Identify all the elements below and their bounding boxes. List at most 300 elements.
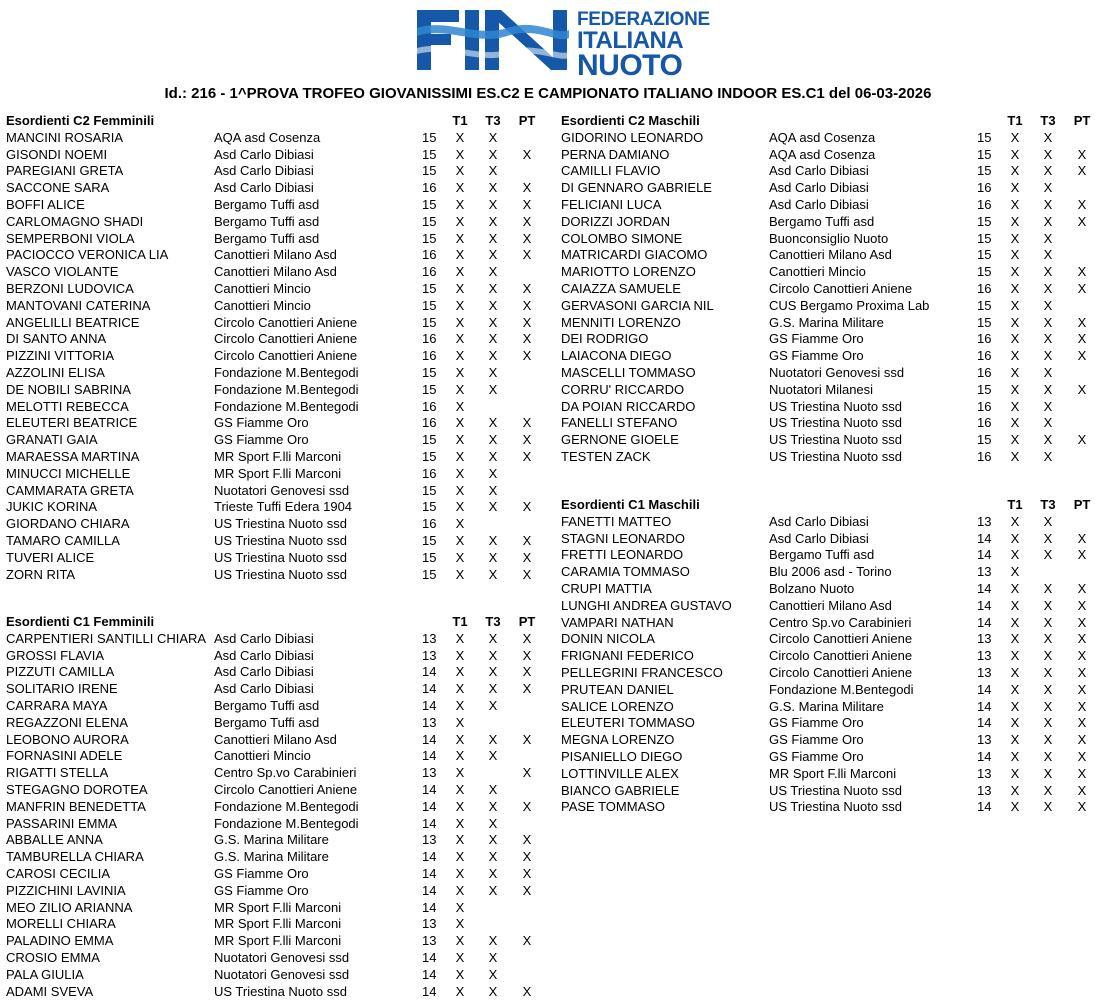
mark-pt: X <box>1077 547 1087 563</box>
club-name: AQA asd Cosenza <box>769 146 876 162</box>
mark-t3: X <box>488 865 498 881</box>
club-name: US Triestina Nuoto ssd <box>214 983 347 999</box>
mark-t1: X <box>1010 631 1020 647</box>
athlete-age: 14 <box>977 614 992 630</box>
athlete-name: MARAESSA MARTINA <box>6 448 140 464</box>
mark-t1: X <box>1010 146 1020 162</box>
athlete-name: CARRARA MAYA <box>6 697 108 713</box>
mark-t3: X <box>1043 782 1053 798</box>
mark-t3: X <box>1043 530 1053 546</box>
athlete-name: CARAMIA TOMMASO <box>561 564 690 580</box>
athlete-name: PIZZUTI CAMILLA <box>6 664 115 680</box>
mark-pt: X <box>522 331 532 347</box>
mark-t1: X <box>455 314 465 330</box>
club-name: GS Fiamme Oro <box>214 415 309 431</box>
mark-t3: X <box>488 731 498 747</box>
mark-t1: X <box>455 180 465 196</box>
athlete-age: 14 <box>977 530 992 546</box>
club-name: Canottieri Milano Asd <box>214 731 337 747</box>
mark-t3: X <box>488 129 498 145</box>
mark-t1: X <box>1010 580 1020 596</box>
mark-pt: X <box>522 180 532 196</box>
club-name: Asd Carlo Dibiasi <box>769 530 869 546</box>
club-name: Fondazione M.Bentegodi <box>214 815 359 831</box>
athlete-name: GERVASONI GARCIA NIL <box>561 297 714 313</box>
club-name: Canottieri Milano Asd <box>214 247 337 263</box>
mark-t3: X <box>1043 765 1053 781</box>
mark-t3: X <box>488 482 498 498</box>
mark-pt: X <box>522 798 532 814</box>
club-name: Circolo Canottieri Aniene <box>214 331 358 347</box>
athlete-age: 14 <box>977 597 992 613</box>
mark-t3: X <box>1043 129 1053 145</box>
mark-t1: X <box>1010 564 1020 580</box>
athlete-name: CARLOMAGNO SHADI <box>6 213 144 229</box>
athlete-age: 15 <box>977 213 992 229</box>
athlete-name: FANELLI STEFANO <box>561 415 678 431</box>
athlete-age: 15 <box>422 163 437 179</box>
mark-t1: X <box>455 647 465 663</box>
club-name: Bergamo Tuffi asd <box>214 714 320 730</box>
mark-t3: X <box>1043 364 1053 380</box>
club-name: Fondazione M.Bentegodi <box>769 681 914 697</box>
athlete-age: 14 <box>422 983 437 999</box>
mark-t3: X <box>1043 213 1053 229</box>
athlete-name: MANTOVANI CATERINA <box>6 297 151 313</box>
mark-pt: X <box>522 681 532 697</box>
athlete-name: STAGNI LEONARDO <box>561 530 686 546</box>
club-name: Canottieri Mincio <box>214 748 311 764</box>
athlete-name: GIDORINO LEONARDO <box>561 129 704 145</box>
athlete-name: VASCO VIOLANTE <box>6 264 119 280</box>
mark-t1: X <box>1010 698 1020 714</box>
athlete-age: 13 <box>977 648 992 664</box>
mark-pt: X <box>522 532 532 548</box>
athlete-age: 14 <box>977 681 992 697</box>
mark-t3: X <box>1043 715 1053 731</box>
club-name: AQA asd Cosenza <box>214 129 321 145</box>
athlete-age: 13 <box>422 714 437 730</box>
athlete-age: 16 <box>977 415 992 431</box>
mark-t1: X <box>1010 415 1020 431</box>
mark-t3: X <box>488 933 498 949</box>
mark-t3: X <box>488 196 498 212</box>
mark-pt: X <box>1077 681 1087 697</box>
athlete-age: 15 <box>422 364 437 380</box>
mark-pt: X <box>1077 715 1087 731</box>
section-title: Esordienti C1 Maschili <box>561 497 700 512</box>
club-name: Fondazione M.Bentegodi <box>214 398 359 414</box>
mark-pt: X <box>522 865 532 881</box>
mark-t1: X <box>455 482 465 498</box>
mark-t1: X <box>455 630 465 646</box>
club-name: Canottieri Milano Asd <box>214 264 337 280</box>
athlete-name: DONIN NICOLA <box>561 631 655 647</box>
mark-pt: X <box>1077 782 1087 798</box>
athlete-age: 16 <box>422 415 437 431</box>
mark-t1: X <box>455 983 465 999</box>
mark-t1: X <box>455 331 465 347</box>
athlete-age: 13 <box>422 832 437 848</box>
athlete-age: 16 <box>422 180 437 196</box>
mark-t1: X <box>455 849 465 865</box>
mark-t3: X <box>488 664 498 680</box>
athlete-age: 14 <box>422 681 437 697</box>
athlete-age: 14 <box>422 798 437 814</box>
col-header-pt: PT <box>1073 113 1091 128</box>
mark-pt: X <box>522 348 532 364</box>
club-name: Circolo Canottieri Aniene <box>769 631 913 647</box>
mark-pt: X <box>522 448 532 464</box>
mark-t3: X <box>488 798 498 814</box>
athlete-age: 16 <box>422 516 437 532</box>
athlete-name: REGAZZONI ELENA <box>6 714 129 730</box>
mark-t1: X <box>1010 648 1020 664</box>
mark-t1: X <box>1010 715 1020 731</box>
mark-t1: X <box>455 196 465 212</box>
athlete-name: PISANIELLO DIEGO <box>561 748 683 764</box>
athlete-name: COLOMBO SIMONE <box>561 230 683 246</box>
athlete-name: RIGATTI STELLA <box>6 765 109 781</box>
mark-pt: X <box>1077 614 1087 630</box>
athlete-age: 15 <box>977 146 992 162</box>
mark-t3: X <box>488 432 498 448</box>
athlete-age: 13 <box>422 933 437 949</box>
mark-t1: X <box>1010 163 1020 179</box>
athlete-age: 15 <box>422 566 437 582</box>
club-name: MR Sport F.lli Marconi <box>769 765 897 781</box>
athlete-age: 14 <box>422 697 437 713</box>
mark-t3: X <box>488 499 498 515</box>
club-name: Bergamo Tuffi asd <box>214 697 320 713</box>
club-name: G.S. Marina Militare <box>214 832 329 848</box>
club-name: Canottieri Milano Asd <box>769 597 892 613</box>
athlete-name: GRANATI GAIA <box>6 432 98 448</box>
mark-t3: X <box>1043 230 1053 246</box>
athlete-name: ANGELILLI BEATRICE <box>6 314 140 330</box>
mark-pt: X <box>522 146 532 162</box>
mark-t1: X <box>455 415 465 431</box>
club-name: Asd Carlo Dibiasi <box>769 196 869 212</box>
athlete-name: FELICIANI LUCA <box>561 196 662 212</box>
mark-t1: X <box>455 899 465 915</box>
mark-t1: X <box>1010 364 1020 380</box>
athlete-age: 15 <box>422 297 437 313</box>
mark-t3: X <box>1043 732 1053 748</box>
mark-t1: X <box>455 146 465 162</box>
athlete-age: 15 <box>977 314 992 330</box>
mark-pt: X <box>1077 748 1087 764</box>
club-name: GS Fiamme Oro <box>769 715 864 731</box>
mark-pt: X <box>1077 331 1087 347</box>
athlete-age: 15 <box>977 247 992 263</box>
club-name: Nuotatori Genovesi ssd <box>214 482 350 498</box>
athlete-name: PRUTEAN DANIEL <box>561 681 674 697</box>
athlete-age: 16 <box>422 247 437 263</box>
athlete-age: 16 <box>977 180 992 196</box>
mark-pt: X <box>522 213 532 229</box>
mark-t1: X <box>1010 213 1020 229</box>
athlete-age: 14 <box>422 966 437 982</box>
logo-wordmark <box>577 10 710 81</box>
athlete-name: FRIGNANI FEDERICO <box>561 648 694 664</box>
athlete-name: TUVERI ALICE <box>6 549 95 565</box>
col-header-t3: T3 <box>485 113 501 128</box>
club-name: Circolo Canottieri Aniene <box>769 280 913 296</box>
athlete-name: MEO ZILIO ARIANNA <box>6 899 133 915</box>
mark-t1: X <box>455 398 465 414</box>
mark-pt: X <box>1077 314 1087 330</box>
mark-t1: X <box>1010 614 1020 630</box>
mark-t3: X <box>488 280 498 296</box>
athlete-age: 15 <box>422 432 437 448</box>
mark-t3: X <box>1043 547 1053 563</box>
mark-t3: X <box>1043 331 1053 347</box>
club-name: Bergamo Tuffi asd <box>214 196 320 212</box>
mark-t3: X <box>488 348 498 364</box>
athlete-age: 13 <box>977 732 992 748</box>
mark-t3: X <box>1043 681 1053 697</box>
athlete-name: PASSARINI EMMA <box>6 815 118 831</box>
club-name: Asd Carlo Dibiasi <box>214 630 314 646</box>
athlete-age: 14 <box>422 664 437 680</box>
mark-pt: X <box>522 432 532 448</box>
mark-t1: X <box>1010 530 1020 546</box>
mark-t1: X <box>455 933 465 949</box>
athlete-age: 13 <box>977 513 992 529</box>
club-name: US Triestina Nuoto ssd <box>769 782 902 798</box>
athlete-age: 14 <box>422 849 437 865</box>
athlete-age: 16 <box>422 398 437 414</box>
mark-pt: X <box>1077 580 1087 596</box>
col-header-t1: T1 <box>1007 113 1023 128</box>
mark-pt: X <box>1077 348 1087 364</box>
athlete-age: 14 <box>977 715 992 731</box>
athlete-age: 13 <box>977 782 992 798</box>
club-name: Fondazione M.Bentegodi <box>214 364 359 380</box>
mark-t3: X <box>488 230 498 246</box>
mark-pt: X <box>1077 698 1087 714</box>
athlete-name: PALADINO EMMA <box>6 933 114 949</box>
mark-t1: X <box>455 798 465 814</box>
mark-t3: X <box>1043 398 1053 414</box>
mark-t3: X <box>488 549 498 565</box>
athlete-name: GIORDANO CHIARA <box>6 516 130 532</box>
athlete-name: MENNITI LORENZO <box>561 314 681 330</box>
club-name: US Triestina Nuoto ssd <box>214 532 347 548</box>
mark-pt: X <box>522 566 532 582</box>
athlete-name: DI SANTO ANNA <box>6 331 107 347</box>
athlete-name: BIANCO GABRIELE <box>561 782 680 798</box>
mark-t3: X <box>1043 648 1053 664</box>
club-name: GS Fiamme Oro <box>769 348 864 364</box>
mark-t3: X <box>1043 180 1053 196</box>
athlete-age: 16 <box>977 398 992 414</box>
mark-t1: X <box>1010 129 1020 145</box>
athlete-name: CAIAZZA SAMUELE <box>561 280 681 296</box>
col-header-t1: T1 <box>452 614 468 629</box>
athlete-name: PACIOCCO VERONICA LIA <box>6 247 169 263</box>
mark-t1: X <box>455 499 465 515</box>
athlete-age: 16 <box>977 448 992 464</box>
mark-t3: X <box>488 314 498 330</box>
mark-t3: X <box>488 465 498 481</box>
mark-t3: X <box>1043 432 1053 448</box>
mark-pt: X <box>1077 765 1087 781</box>
club-name: G.S. Marina Militare <box>769 698 884 714</box>
athlete-name: PIZZINI VITTORIA <box>6 348 115 364</box>
mark-pt: X <box>1077 213 1087 229</box>
mark-t3: X <box>488 949 498 965</box>
club-name: GS Fiamme Oro <box>214 882 309 898</box>
athlete-name: DA POIAN RICCARDO <box>561 398 696 414</box>
mark-pt: X <box>522 933 532 949</box>
mark-t3: X <box>1043 280 1053 296</box>
club-name: MR Sport F.lli Marconi <box>214 448 342 464</box>
club-name: Bolzano Nuoto <box>769 580 855 596</box>
mark-t3: X <box>488 983 498 999</box>
mark-t3: X <box>1043 664 1053 680</box>
mark-t1: X <box>455 865 465 881</box>
athlete-name: MANCINI ROSARIA <box>6 129 124 145</box>
club-name: Asd Carlo Dibiasi <box>769 163 869 179</box>
mark-t1: X <box>455 714 465 730</box>
mark-pt: X <box>1077 597 1087 613</box>
club-name: Bergamo Tuffi asd <box>214 230 320 246</box>
athlete-name: LUNGHI ANDREA GUSTAVO <box>561 597 732 613</box>
mark-t1: X <box>455 832 465 848</box>
athlete-name: SEMPERBONI VIOLA <box>6 230 135 246</box>
mark-t3: X <box>488 448 498 464</box>
athlete-name: GROSSI FLAVIA <box>6 647 105 663</box>
club-name: Asd Carlo Dibiasi <box>214 146 314 162</box>
mark-pt: X <box>522 882 532 898</box>
club-name: Trieste Tuffi Edera 1904 <box>214 499 353 515</box>
mark-t1: X <box>455 731 465 747</box>
club-name: US Triestina Nuoto ssd <box>769 432 902 448</box>
mark-t3: X <box>488 832 498 848</box>
athlete-age: 16 <box>422 465 437 481</box>
mark-t3: X <box>1043 196 1053 212</box>
athlete-name: STEGAGNO DOROTEA <box>6 781 148 797</box>
mark-t3: X <box>1043 146 1053 162</box>
athlete-age: 14 <box>977 799 992 815</box>
document-title: Id.: 216 - 1^PROVA TROFEO GIOVANISSIMI ES.C2 E CAMPIONATO ITALIANO INDOOR ES.C1 del 06-03-2026 <box>164 85 932 102</box>
athlete-name: PASE TOMMASO <box>561 799 666 815</box>
club-name: Nuotatori Milanesi <box>769 381 874 397</box>
club-name: Asd Carlo Dibiasi <box>214 180 314 196</box>
athlete-name: FORNASINI ADELE <box>6 748 123 764</box>
mark-t1: X <box>1010 230 1020 246</box>
club-name: GS Fiamme Oro <box>214 432 309 448</box>
athlete-age: 14 <box>977 698 992 714</box>
athlete-name: BOFFI ALICE <box>6 196 85 212</box>
athlete-name: DEI RODRIGO <box>561 331 649 347</box>
athlete-age: 13 <box>422 647 437 663</box>
mark-t1: X <box>455 815 465 831</box>
mark-t3: X <box>1043 748 1053 764</box>
mark-t3: X <box>488 247 498 263</box>
mark-pt: X <box>1077 799 1087 815</box>
mark-t1: X <box>455 381 465 397</box>
mark-t3: X <box>1043 614 1053 630</box>
mark-t3: X <box>488 849 498 865</box>
mark-t1: X <box>1010 297 1020 313</box>
athlete-name: ADAMI SVEVA <box>6 983 94 999</box>
mark-t3: X <box>488 146 498 162</box>
mark-pt: X <box>522 499 532 515</box>
mark-t1: X <box>1010 247 1020 263</box>
athlete-age: 14 <box>422 731 437 747</box>
club-name: Asd Carlo Dibiasi <box>769 513 869 529</box>
mark-pt: X <box>522 664 532 680</box>
club-name: US Triestina Nuoto ssd <box>769 799 902 815</box>
club-name: MR Sport F.lli Marconi <box>214 916 342 932</box>
athlete-age: 13 <box>422 765 437 781</box>
mark-t1: X <box>1010 348 1020 364</box>
athlete-age: 13 <box>422 630 437 646</box>
athlete-age: 15 <box>422 549 437 565</box>
mark-pt: X <box>522 731 532 747</box>
athlete-name: ELEUTERI BEATRICE <box>6 415 138 431</box>
mark-t1: X <box>455 364 465 380</box>
mark-t1: X <box>455 213 465 229</box>
club-name: GS Fiamme Oro <box>769 331 864 347</box>
athlete-name: ELEUTERI TOMMASO <box>561 715 695 731</box>
mark-pt: X <box>1077 631 1087 647</box>
mark-t1: X <box>455 247 465 263</box>
athlete-age: 13 <box>977 664 992 680</box>
logo-line-3: NUOTO <box>577 49 683 82</box>
club-name: G.S. Marina Militare <box>769 314 884 330</box>
mark-t1: X <box>1010 664 1020 680</box>
logo-line-2: ITALIANA <box>577 27 684 54</box>
mark-t1: X <box>1010 196 1020 212</box>
club-name: US Triestina Nuoto ssd <box>769 448 902 464</box>
athlete-age: 14 <box>422 748 437 764</box>
mark-t3: X <box>488 331 498 347</box>
mark-t1: X <box>455 966 465 982</box>
mark-t1: X <box>1010 732 1020 748</box>
athlete-name: CAROSI CECILIA <box>6 865 111 881</box>
club-name: Bergamo Tuffi asd <box>769 213 875 229</box>
athlete-age: 15 <box>977 381 992 397</box>
mark-pt: X <box>522 630 532 646</box>
club-name: US Triestina Nuoto ssd <box>214 516 347 532</box>
athlete-age: 14 <box>977 547 992 563</box>
athlete-age: 15 <box>977 297 992 313</box>
mark-t3: X <box>488 180 498 196</box>
athlete-name: SOLITARIO IRENE <box>6 681 118 697</box>
club-name: Centro Sp.vo Carabinieri <box>214 765 357 781</box>
mark-pt: X <box>522 297 532 313</box>
mark-t1: X <box>1010 398 1020 414</box>
athlete-name: FANETTI MATTEO <box>561 513 672 529</box>
athlete-name: CRUPI MATTIA <box>561 580 652 596</box>
section-title: Esordienti C2 Maschili <box>561 113 700 128</box>
club-name: Canottieri Mincio <box>214 280 311 296</box>
club-name: MR Sport F.lli Marconi <box>214 933 342 949</box>
mark-pt: X <box>522 983 532 999</box>
mark-t1: X <box>455 280 465 296</box>
mark-t1: X <box>455 230 465 246</box>
athlete-age: 15 <box>977 432 992 448</box>
mark-t3: X <box>488 381 498 397</box>
mark-t1: X <box>455 748 465 764</box>
mark-t3: X <box>488 966 498 982</box>
club-name: GS Fiamme Oro <box>769 732 864 748</box>
athlete-name: LAIACONA DIEGO <box>561 348 672 364</box>
